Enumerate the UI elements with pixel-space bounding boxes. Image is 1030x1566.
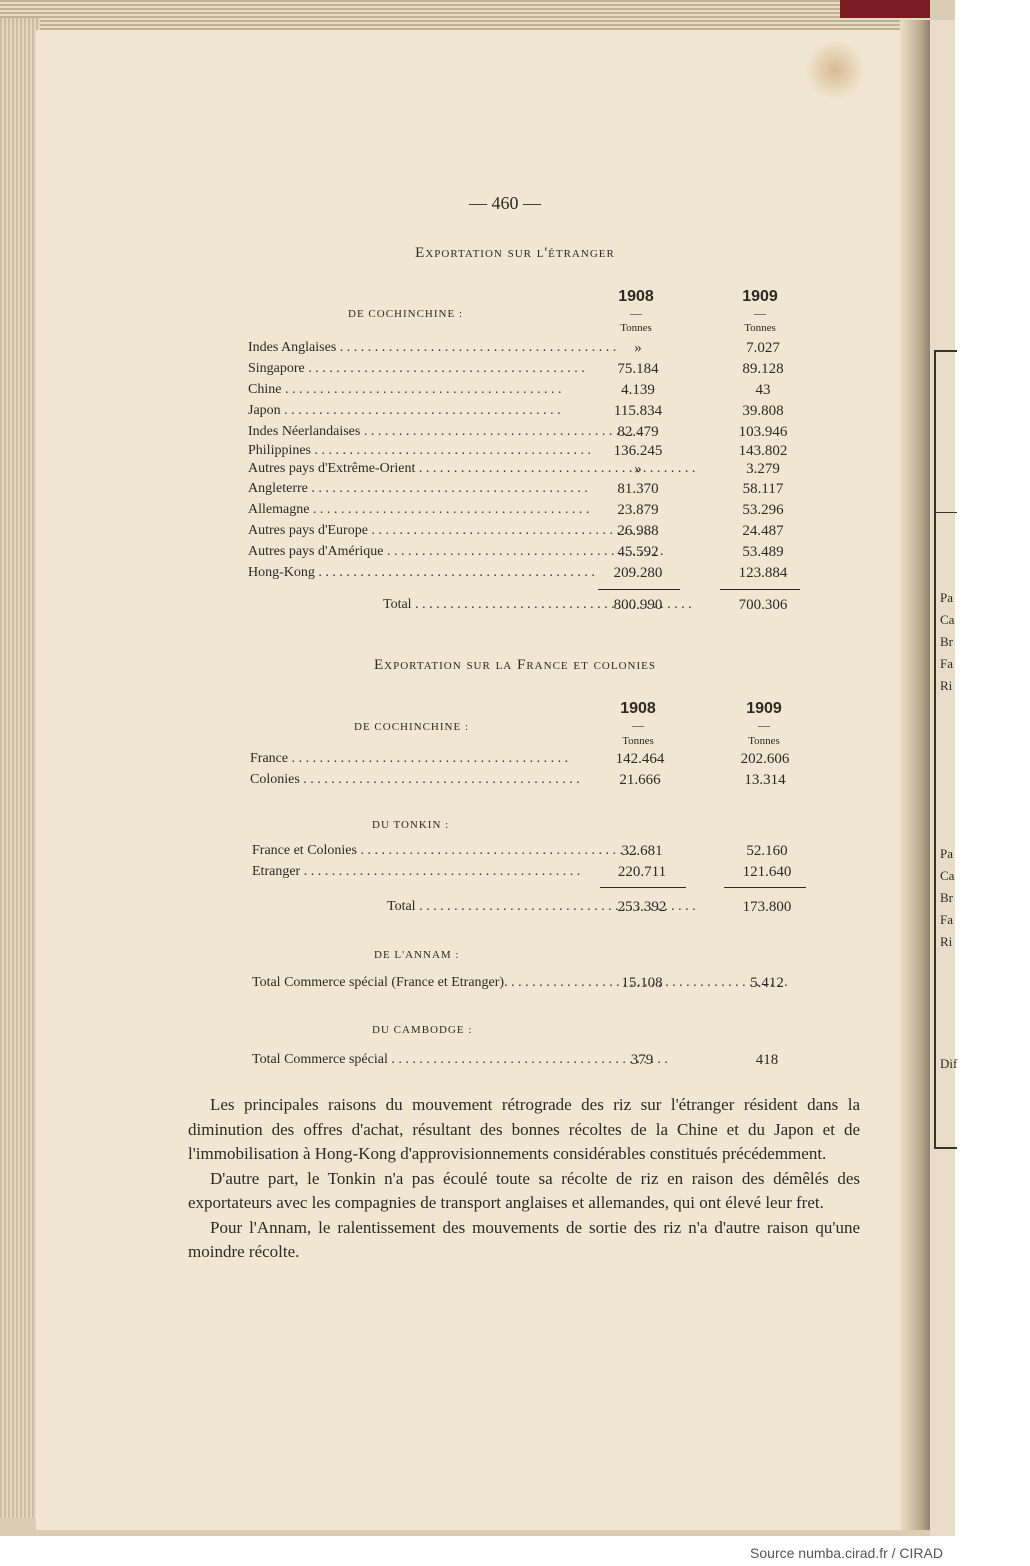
value-1909: 24.487 (742, 523, 784, 539)
row-label: Total Commerce spécial (France et Etranger). . . . (252, 975, 597, 991)
value-1908: 220.711 (617, 864, 667, 880)
table-row (250, 751, 810, 771)
value-1909: 13.314 (744, 772, 786, 788)
value-1908: 142.464 (615, 751, 665, 767)
row-label: France . . . (250, 751, 585, 767)
row-label: Total . . . (383, 597, 583, 613)
book-top-edge (0, 0, 930, 30)
book-page-edges (0, 18, 40, 1518)
table2-unit-1909: Tonnes (748, 735, 780, 747)
row-label: Indes Anglaises . . . (248, 340, 583, 356)
row-label: Etranger . . . (252, 864, 587, 880)
value-1908: 136.245 (613, 443, 663, 459)
table1-year-1908: 1908 (618, 288, 654, 305)
row-label: Total . . . (387, 899, 587, 915)
value-1909: 202.606 (740, 751, 790, 767)
table-row (248, 502, 808, 522)
row-label: Hong-Kong . . . (248, 565, 583, 581)
value-1909: 173.800 (742, 899, 792, 915)
total-rule (724, 887, 806, 888)
table1-year-1909: 1909 (742, 288, 778, 305)
row-label: Indes Néerlandaises . . . (248, 424, 583, 440)
value-1909: 39.808 (742, 403, 784, 419)
table2-unit-1908: Tonnes (622, 735, 654, 747)
next-page-fragment: Fa (940, 656, 953, 671)
table1-unit-1908: Tonnes (620, 322, 652, 334)
value-1909: 418 (755, 1052, 779, 1068)
total-rule (720, 589, 800, 590)
value-1908: 4.139 (621, 382, 655, 398)
table-row (248, 424, 808, 444)
paragraph: D'autre part, le Tonkin n'a pas écoulé toute sa récolte de riz en raison des démêlés des exportateurs avec les compagnies de transport anglaises et allemandes, qui ont élevé leur fret. (188, 1168, 860, 1212)
total-rule (600, 887, 686, 888)
value-1909: 7.027 (746, 340, 780, 356)
section-cambodge: DU CAMBODGE : (372, 1024, 473, 1036)
next-page-table-border (934, 350, 957, 1149)
table2-title: Exportation sur la France et colonies (374, 657, 656, 673)
table-row (248, 523, 808, 543)
row-label: Colonies . . . (250, 772, 585, 788)
value-1909: 143.802 (738, 443, 788, 459)
value-1909: 58.117 (742, 481, 784, 497)
value-1908: 253.392 (617, 899, 667, 915)
body-text (188, 1093, 860, 1265)
row-label: Autres pays d'Europe . . . (248, 523, 583, 539)
value-1909: 52.160 (746, 843, 788, 859)
next-page-fragment: Ri (940, 934, 953, 949)
table-total-row (248, 597, 808, 617)
value-1908: 82.479 (617, 424, 659, 440)
row-label: Autres pays d'Amérique . . . (248, 544, 583, 560)
table-row (252, 864, 812, 884)
table-row (252, 843, 812, 863)
value-1908: » (634, 461, 642, 477)
table-row (248, 382, 808, 402)
table-row (248, 340, 808, 360)
table-row (248, 565, 808, 585)
table-row (248, 443, 808, 463)
row-label: Chine . . . (248, 382, 583, 398)
row-label: France et Colonies . . . (252, 843, 587, 859)
row-label: Philippines . . . (248, 443, 583, 459)
value-1908: » (634, 340, 642, 356)
table2-dash-1908: — (632, 718, 644, 732)
paragraph: Pour l'Annam, le ralentissement des mouvements de sortie des riz n'a d'autre raison qu'une moindre récolte. (188, 1217, 860, 1261)
section-annam: DE L'ANNAM : (374, 949, 460, 961)
table2-dash-1909: — (758, 718, 770, 732)
table-total-row (252, 899, 812, 919)
value-1908: 115.834 (613, 403, 663, 419)
table-row (248, 361, 808, 381)
value-1908: 32.681 (621, 843, 663, 859)
row-label: Autres pays d'Extrême-Orient . . . (248, 461, 583, 477)
value-1909: 3.279 (746, 461, 780, 477)
value-1909: 121.640 (742, 864, 792, 880)
value-1908: 81.370 (617, 481, 659, 497)
table-row (252, 1052, 812, 1072)
table-row (248, 403, 808, 423)
row-label: Angleterre . . . (248, 481, 583, 497)
next-page-fragment: Br (940, 634, 953, 649)
value-1908: 379 (630, 1052, 654, 1068)
bookmark-ribbon (840, 0, 930, 18)
value-1908: 21.666 (619, 772, 661, 788)
value-1909: 5.412 (750, 975, 784, 991)
table-row (250, 772, 810, 792)
row-label: Singapore . . . (248, 361, 583, 377)
value-1908: 800.990 (613, 597, 663, 613)
row-label: Japon . . . (248, 403, 583, 419)
value-1909: 53.296 (742, 502, 784, 518)
table-row (248, 544, 808, 564)
section-tonkin: DU TONKIN : (372, 819, 450, 831)
next-page-fragment: Fa (940, 912, 953, 927)
next-page-fragment: Pa (940, 590, 953, 605)
value-1909: 89.128 (742, 361, 784, 377)
paragraph: Les principales raisons du mouvement rétrograde des riz sur l'étranger résident dans la diminution des offres d'achat, résultant des bonnes récoltes de la Chine et du Japon et de l'immobilisation à Hong-Kong d'approvisionnements considérables constitués précédemment. (188, 1095, 860, 1163)
next-page-fragment: Pa (940, 846, 953, 861)
value-1908: 15.108 (621, 975, 663, 991)
row-label: Total Commerce spécial . . . (252, 1052, 587, 1068)
row-label: Allemagne . . . (248, 502, 583, 518)
next-page-fragment: Ri (940, 678, 953, 693)
value-1908: 75.184 (617, 361, 659, 377)
value-1909: 700.306 (738, 597, 788, 613)
table-row (248, 481, 808, 501)
next-page-fragment: Dif (940, 1056, 958, 1071)
section-cochinchine: DE COCHINCHINE : (354, 721, 469, 733)
foxing-stain (805, 40, 865, 100)
table2-year-1909: 1909 (746, 700, 782, 717)
table-row (252, 975, 812, 995)
table1-title: Exportation sur l'étranger (415, 245, 615, 261)
value-1909: 123.884 (738, 565, 788, 581)
value-1909: 103.946 (738, 424, 788, 440)
table2-year-1908: 1908 (620, 700, 656, 717)
page-number: — 460 — (469, 193, 541, 213)
next-page-fragment: Ca (940, 868, 955, 883)
total-rule (598, 589, 680, 590)
value-1908: 45.592 (617, 544, 659, 560)
table-row (248, 461, 808, 481)
next-page-fragment: Br (940, 890, 953, 905)
source-credit: Source numba.cirad.fr / CIRAD (750, 1545, 943, 1561)
next-page-fragment: Ca (940, 612, 955, 627)
value-1909: 43 (755, 382, 771, 398)
table1-section-label: DE COCHINCHINE : (348, 308, 463, 320)
value-1908: 26.988 (617, 523, 659, 539)
table1-dash-1909: — (754, 306, 766, 320)
value-1909: 53.489 (742, 544, 784, 560)
table1-unit-1909: Tonnes (744, 322, 776, 334)
table1-dash-1908: — (630, 306, 642, 320)
value-1908: 209.280 (613, 565, 663, 581)
value-1908: 23.879 (617, 502, 659, 518)
